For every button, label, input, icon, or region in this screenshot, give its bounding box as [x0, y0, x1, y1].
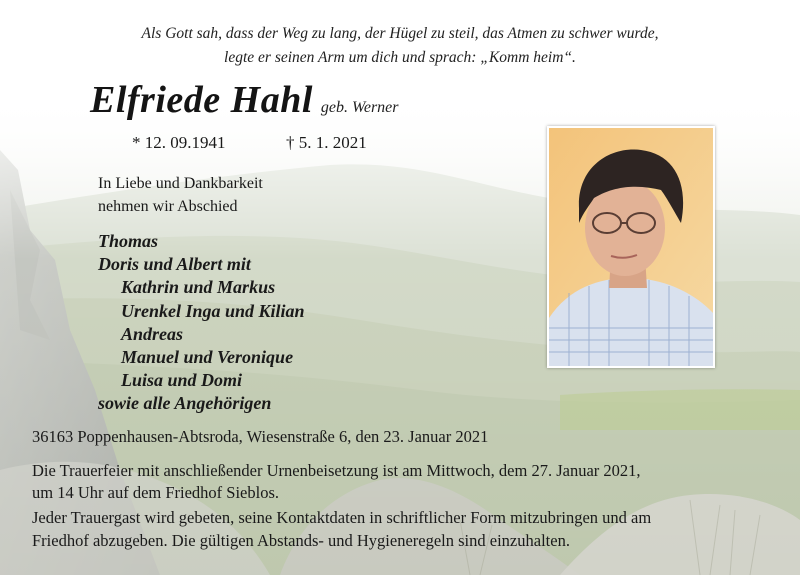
- family-member: Kathrin und Markus: [121, 277, 276, 298]
- family-member: Thomas: [98, 231, 159, 251]
- family-list: [98, 230, 305, 416]
- family-member: Andreas: [121, 323, 184, 344]
- notice-line-3: Jeder Trauergast wird gebeten, seine Kontaktdaten in schriftlicher Form mitzubringen und am: [32, 508, 652, 527]
- death-date: † 5. 1. 2021: [286, 133, 367, 152]
- quote-line-1: Als Gott sah, dass der Weg zu lang, der Hügel zu steil, das Atmen zu schwer wurde,: [141, 25, 659, 42]
- maiden-name: geb. Werner: [320, 99, 399, 116]
- notice-line-4: Friedhof abzugeben. Die gültigen Abstands- und Hygieneregeln sind einzuhalten.: [32, 531, 570, 550]
- family-member: Manuel und Veronique: [121, 346, 294, 367]
- notice-line-2: um 14 Uhr auf dem Friedhof Sieblos.: [32, 483, 280, 502]
- portrait-photo: [547, 126, 715, 368]
- family-member: Luisa und Domi: [121, 370, 243, 391]
- intro-line-2: nehmen wir Abschied: [98, 198, 238, 215]
- notice-line-1: Die Trauerfeier mit anschließender Urnenbeisetzung ist am Mittwoch, dem 27. Januar 2021,: [32, 461, 641, 480]
- intro-line-1: In Liebe und Dankbarkeit: [98, 175, 263, 192]
- name-heading: [90, 78, 399, 122]
- birth-date: * 12. 09.1941: [132, 133, 226, 152]
- family-member: Urenkel Inga und Kilian: [121, 300, 305, 321]
- quote-line-2: legte er seinen Arm um dich und sprach: „Komm heim“.: [224, 49, 576, 66]
- family-member: Doris und Albert mit: [98, 254, 251, 275]
- family-member: sowie alle Angehörigen: [98, 393, 272, 414]
- deceased-name: Elfriede Hahl: [90, 79, 313, 121]
- address-date-line: 36163 Poppenhausen-Abtsroda, Wiesenstraße 6, den 23. Januar 2021: [32, 427, 489, 446]
